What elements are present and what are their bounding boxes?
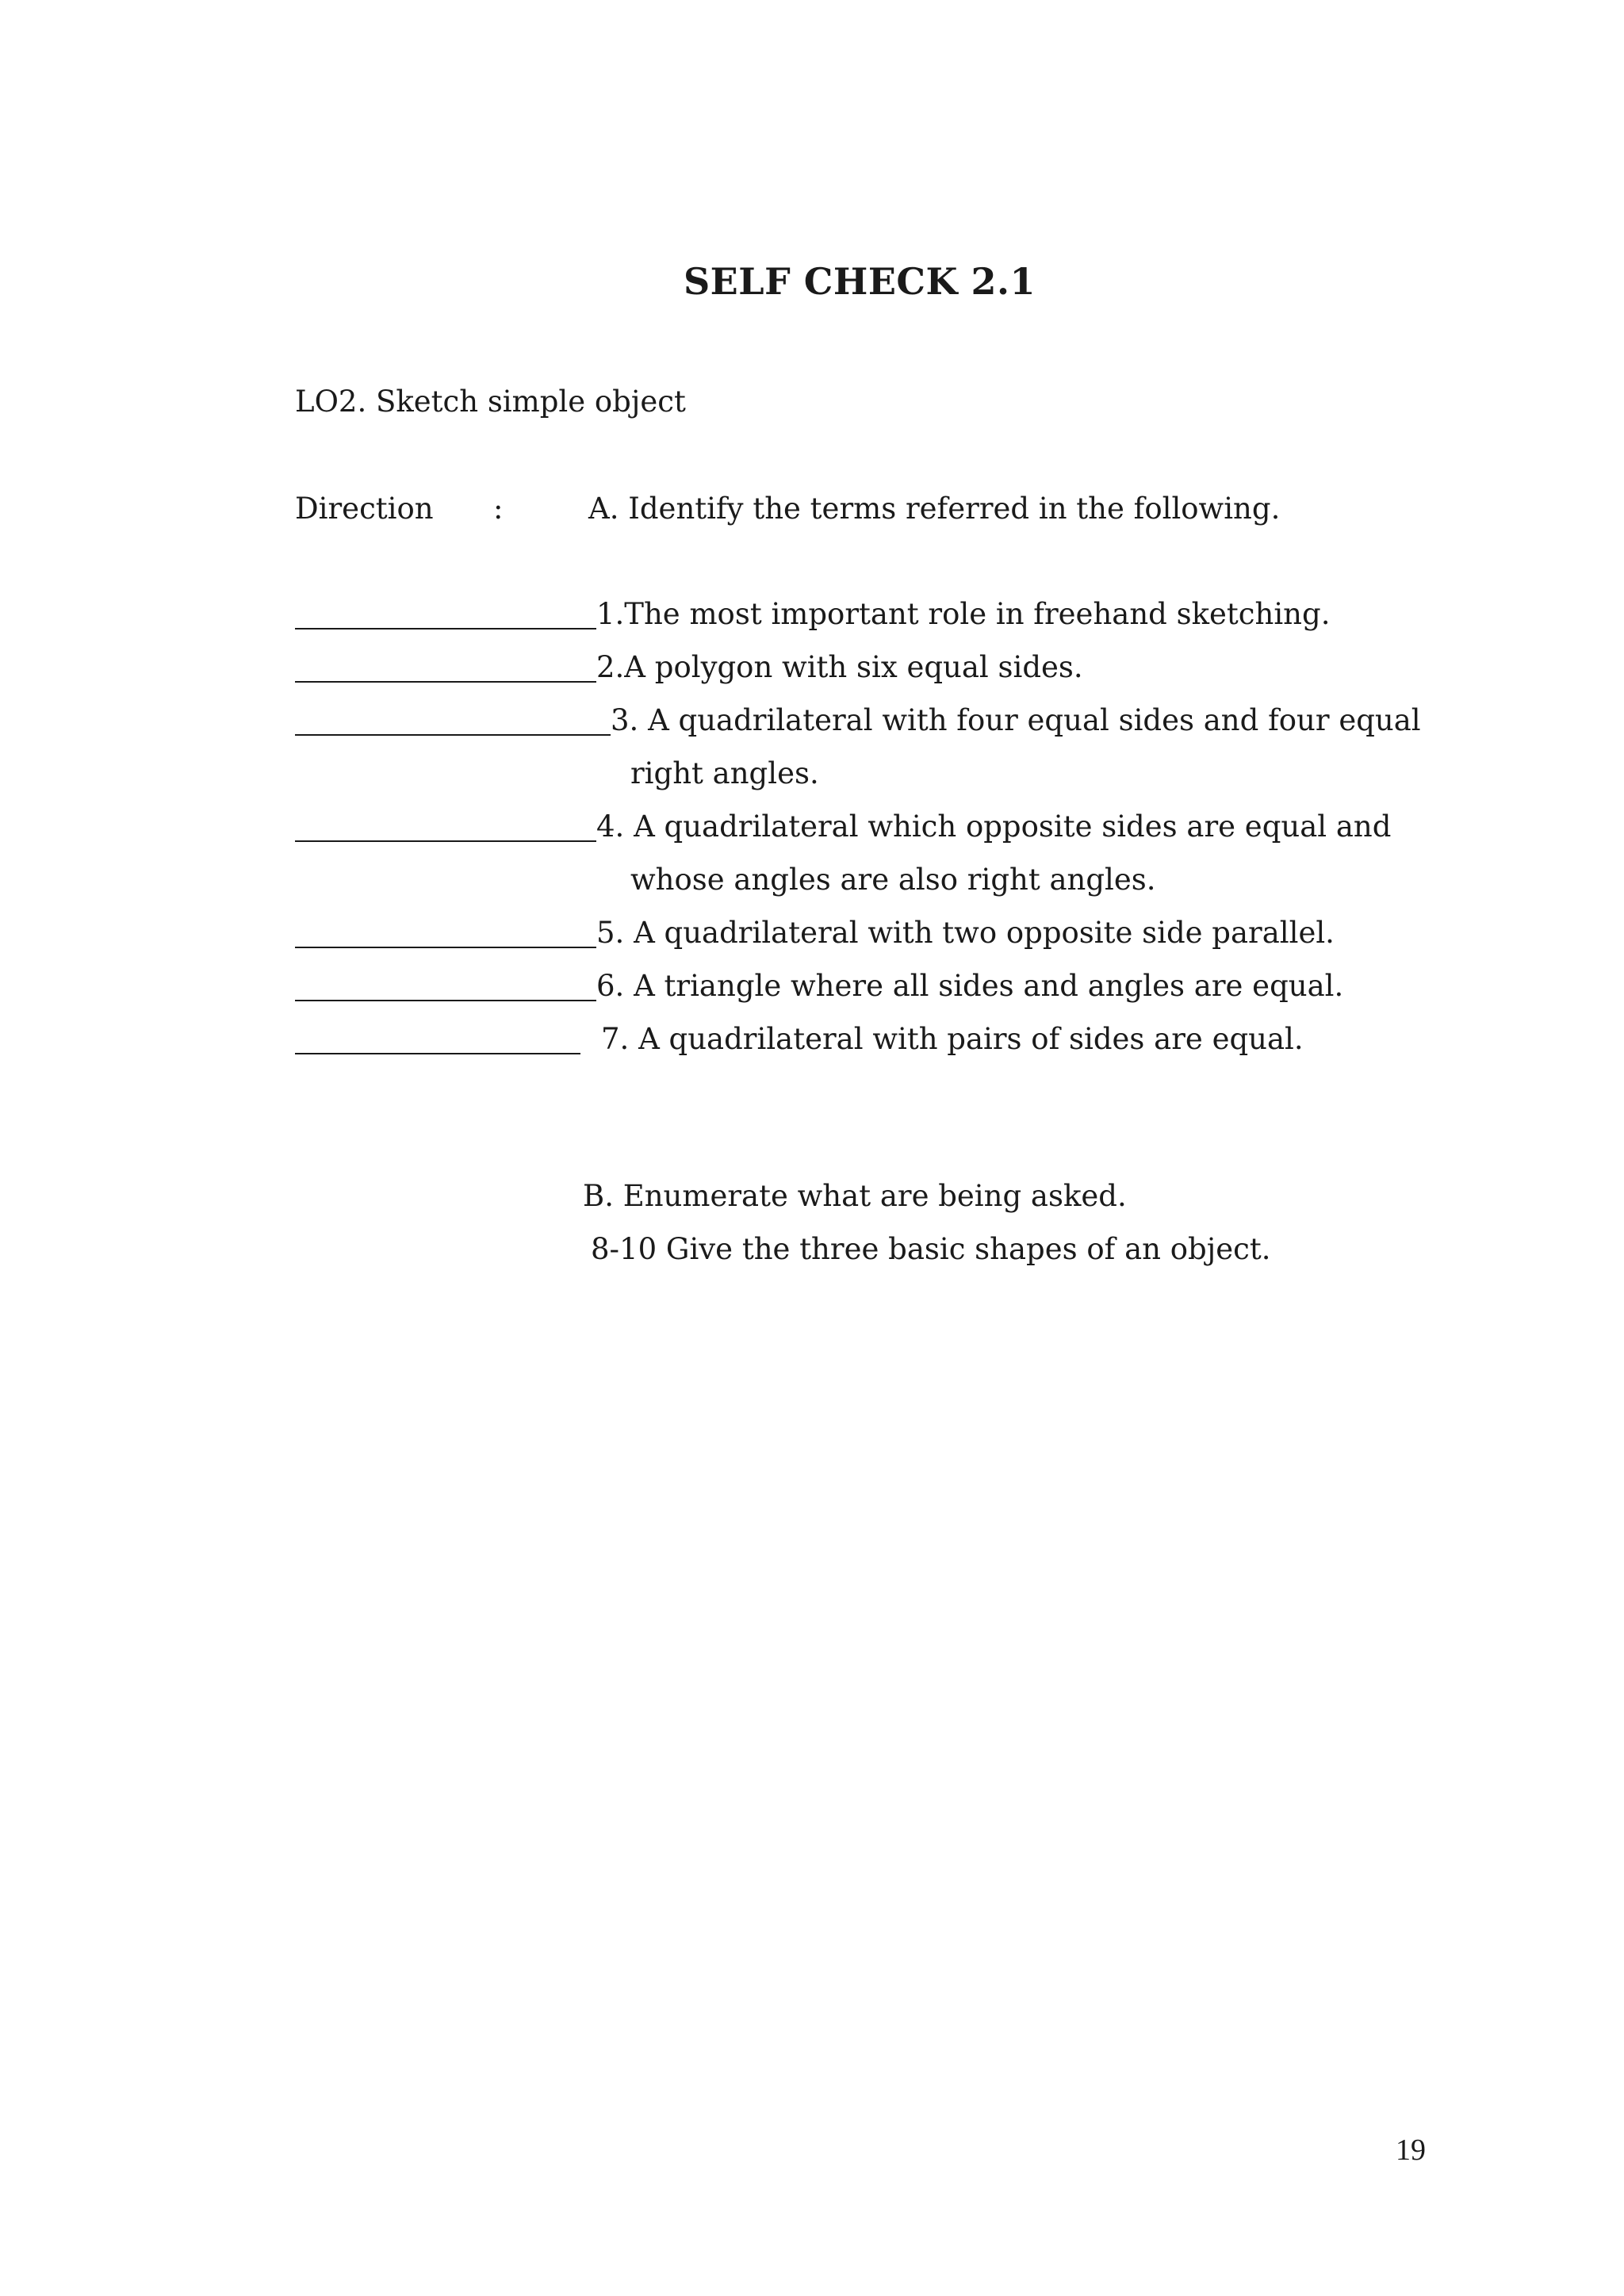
direction-colon: : <box>493 492 504 526</box>
question-text: 4. A quadrilateral which opposite sides are equal and <box>596 809 1392 844</box>
question-text: 3. A quadrilateral with four equal sides and four equal <box>611 703 1421 737</box>
question-text: 5. A quadrilateral with two opposite side parallel. <box>596 916 1335 950</box>
question-text: 2.A polygon with six equal sides. <box>596 650 1083 684</box>
question-continuation: whose angles are also right angles. <box>630 863 1156 897</box>
answer-blank[interactable] <box>295 681 596 683</box>
question-text: 1.The most important role in freehand sketching. <box>596 597 1331 631</box>
section-b-heading: B. Enumerate what are being asked. <box>583 1179 1127 1213</box>
page-title: SELF CHECK 2.1 <box>683 260 1036 303</box>
question-text: 7. A quadrilateral with pairs of sides are equal. <box>601 1022 1304 1056</box>
question-text: 6. A triangle where all sides and angles are equal. <box>596 969 1344 1003</box>
answer-blank[interactable] <box>295 840 596 842</box>
direction-label: Direction <box>295 492 434 526</box>
learning-outcome: LO2. Sketch simple object <box>295 385 686 419</box>
answer-blank[interactable] <box>295 947 596 948</box>
direction-text: A. Identify the terms referred in the following. <box>588 492 1281 526</box>
page-number: 19 <box>1396 2133 1426 2167</box>
section-b-item: 8-10 Give the three basic shapes of an object. <box>591 1232 1271 1266</box>
answer-blank[interactable] <box>295 628 596 629</box>
answer-blank[interactable] <box>295 1053 580 1054</box>
answer-blank[interactable] <box>295 1000 596 1001</box>
answer-blank[interactable] <box>295 734 611 736</box>
question-continuation: right angles. <box>630 756 819 790</box>
